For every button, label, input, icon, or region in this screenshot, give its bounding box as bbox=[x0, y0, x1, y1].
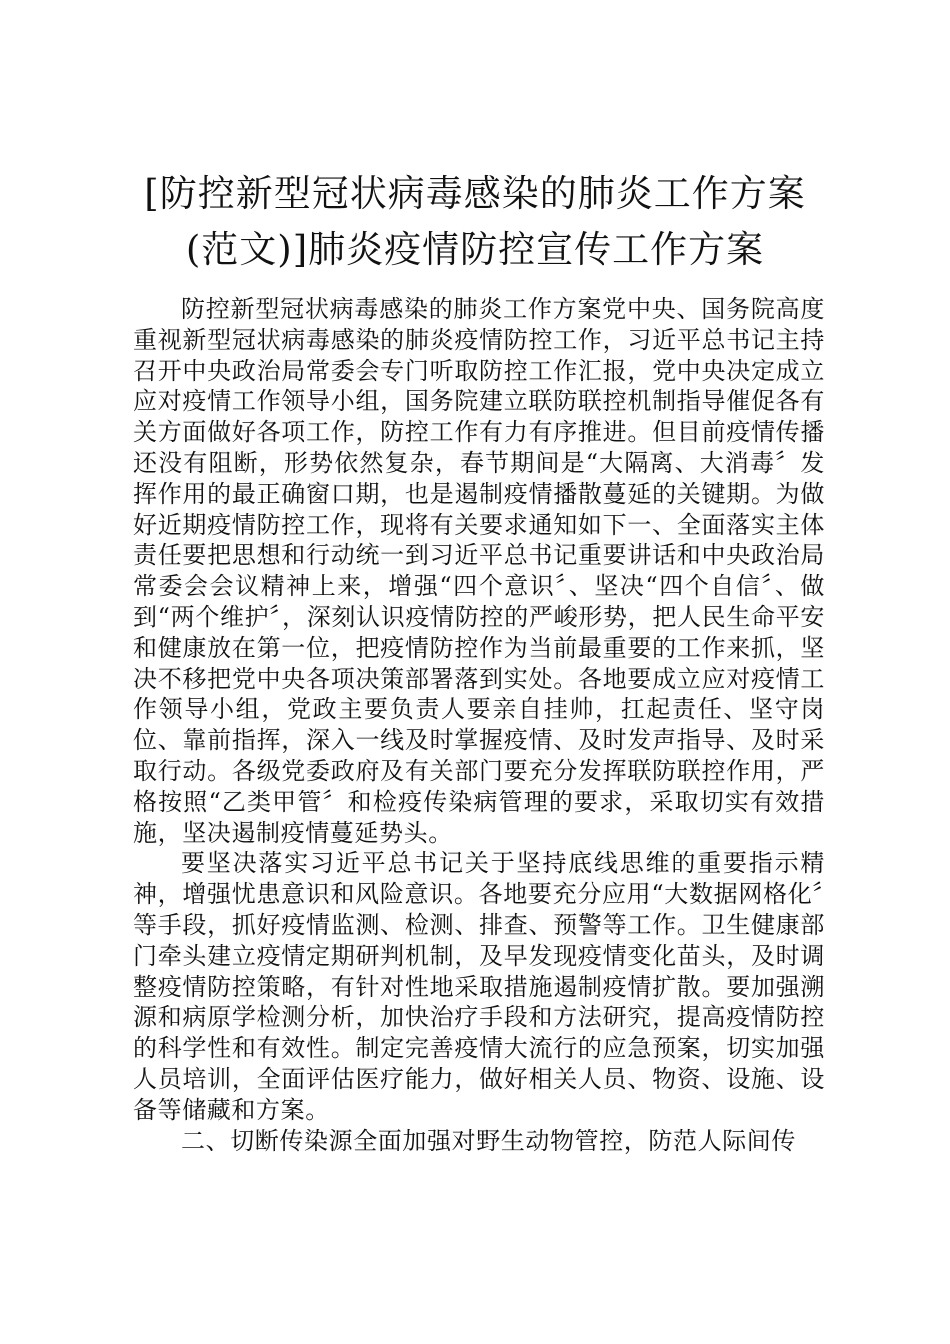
paragraph: 防控新型冠状病毒感染的肺炎工作方案党中央、国务院高度重视新型冠状病毒感染的肺炎疫情防控工作，习近平总书记主持召开中央政治局常委会专门听取防控工作汇报，党中央决定成立应对疫情工作领导小组，国务院建立联防联控机制指导催促各有关方面做好各项工作，防控工作有力有序推进。但目前疫情传播还没有阻断，形势依然复杂，春节期间是“大隔离、大消毒〞发挥作用的最正确窗口期，也是遏制疫情播散蔓延的关键期。为做好近期疫情防控工作，现将有关要求通知如下一、全面落实主体责任要把思想和行动统一到习近平总书记重要讲话和中央政治局常委会会议精神上来，增强“四个意识〞、坚决“四个自信〞、做到“两个维护〞，深刻认识疫情防控的严峻形势，把人民生命平安和健康放在第一位，把疫情防控作为当前最重要的工作来抓，坚决不移把党中央各项决策部署落到实处。各地要成立应对疫情工作领导小组，党政主要负责人要亲自挂帅，扛起责任、坚守岗位、靠前指挥，深入一线及时掌握疫情、及时发声指导、及时采取行动。各级党委政府及有关部门要充分发挥联防联控作用，严格按照“乙类甲管〞和检疫传染病管理的要求，采取切实有效措施，坚决遏制疫情蔓延势头。 bbox=[133, 295, 825, 847]
paragraph: 二、切断传染源全面加强对野生动物管控，防范人际间传 bbox=[181, 1126, 796, 1155]
document-title: [防控新型冠状病毒感染的肺炎工作方案(范文)]肺炎疫情防控宣传工作方案 bbox=[144, 172, 806, 271]
document-body bbox=[133, 294, 825, 1156]
paragraph: 要坚决落实习近平总书记关于坚持底线思维的重要指示精神，增强忧患意识和风险意识。各地要充分应用“大数据网格化〞等手段，抓好疫情监测、检测、排查、预警等工作。卫生健康部门牵头建立疫情定期研判机制，及早发现疫情变化苗头，及时调整疫情防控策略，有针对性地采取措施遏制疫情扩散。要加强溯源和病原学检测分析，加快治疗手段和方法研究，提高疫情防控的科学性和有效性。制定完善疫情大流行的应急预案，切实加强人员培训，全面评估医疗能力，做好相关人员、物资、设施、设备等储藏和方案。 bbox=[133, 849, 825, 1124]
